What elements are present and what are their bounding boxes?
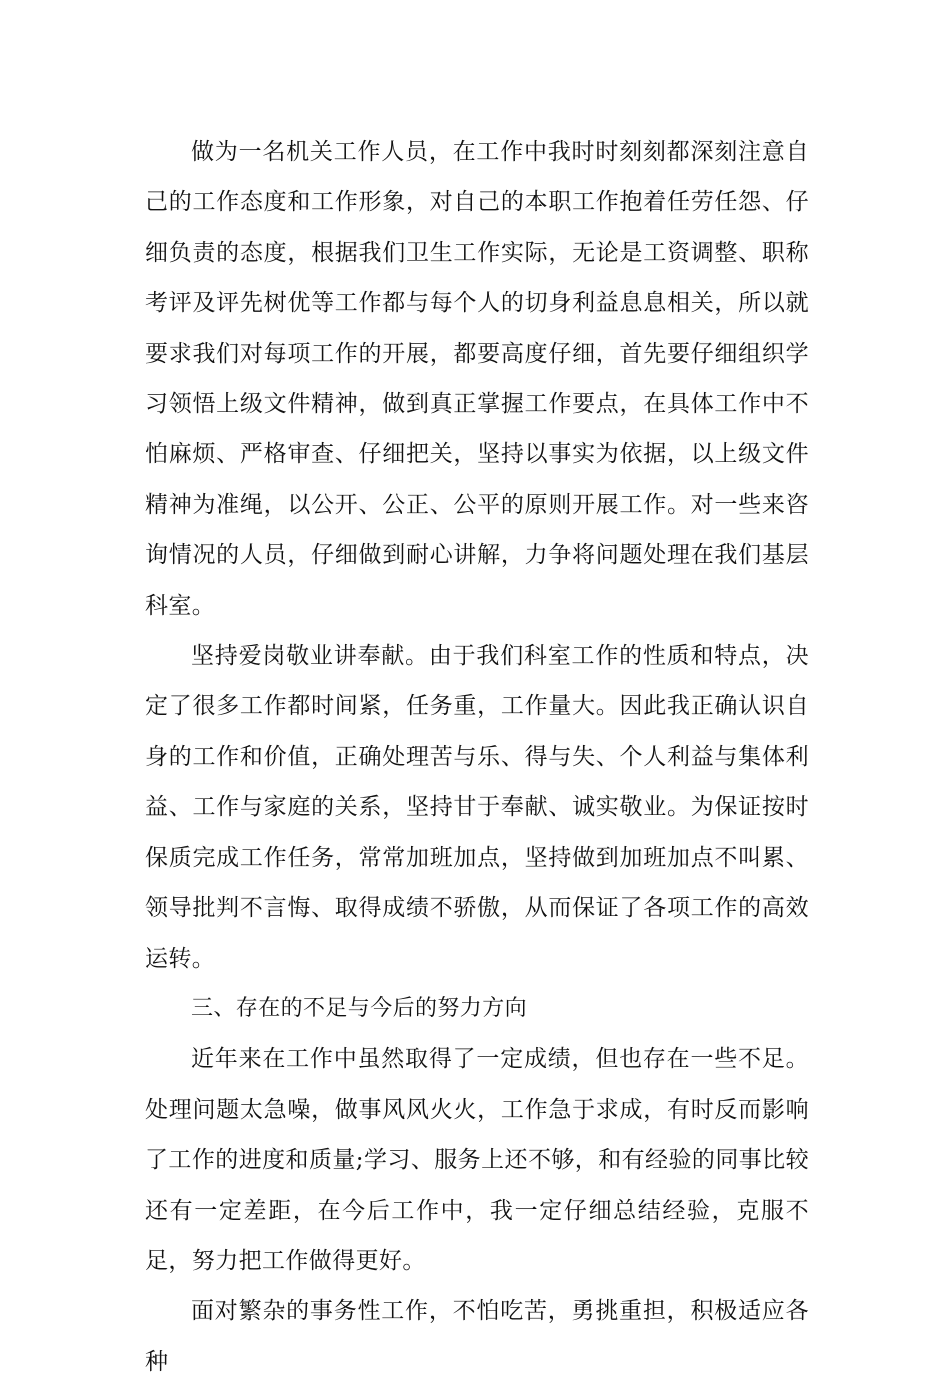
document-body [145, 127, 809, 1387]
paragraph-work-attitude: 做为一名机关工作人员，在工作中我时时刻刻都深刻注意自己的工作态度和工作形象，对自己的本职工作抱着任劳任怨、仔细负责的态度，根据我们卫生工作实际，无论是工资调整、职称考评及评先树优等工作都与每个人的切身利益息息相关，所以就要求我们对每项工作的开展，都要高度仔细，首先要仔细组织学习领悟上级文件精神，做到真正掌握工作要点，在具体工作中不怕麻烦、严格审查、仔细把关，坚持以事实为依据，以上级文件精神为准绳，以公开、公正、公平的原则开展工作。对一些来咨询情况的人员，仔细做到耐心讲解，力争将问题处理在我们基层科室。 [145, 139, 809, 619]
paragraph-continuation: 面对繁杂的事务性工作，不怕吃苦，勇挑重担，积极适应各种 [145, 1298, 809, 1375]
section-heading: 三、存在的不足与今后的努力方向 [191, 995, 528, 1021]
paragraph-dedication: 坚持爱岗敬业讲奉献。由于我们科室工作的性质和特点，决定了很多工作都时间紧，任务重，工作量大。因此我正确认识自身的工作和价值，正确处理苦与乐、得与失、个人利益与集体利益、工作与家庭的关系，坚持甘于奉献、诚实敬业。为保证按时保质完成工作任务，常常加班加点，坚持做到加班加点不叫累、领导批判不言悔、取得成绩不骄傲，从而保证了各项工作的高效运转。 [145, 643, 809, 972]
paragraph-shortcomings: 近年来在工作中虽然取得了一定成绩，但也存在一些不足。处理问题太急噪，做事风风火火，工作急于求成，有时反而影响了工作的进度和质量;学习、服务上还不够，和有经验的同事比较还有一定差距，在今后工作中，我一定仔细总结经验，克服不足，努力把工作做得更好。 [145, 1046, 809, 1274]
